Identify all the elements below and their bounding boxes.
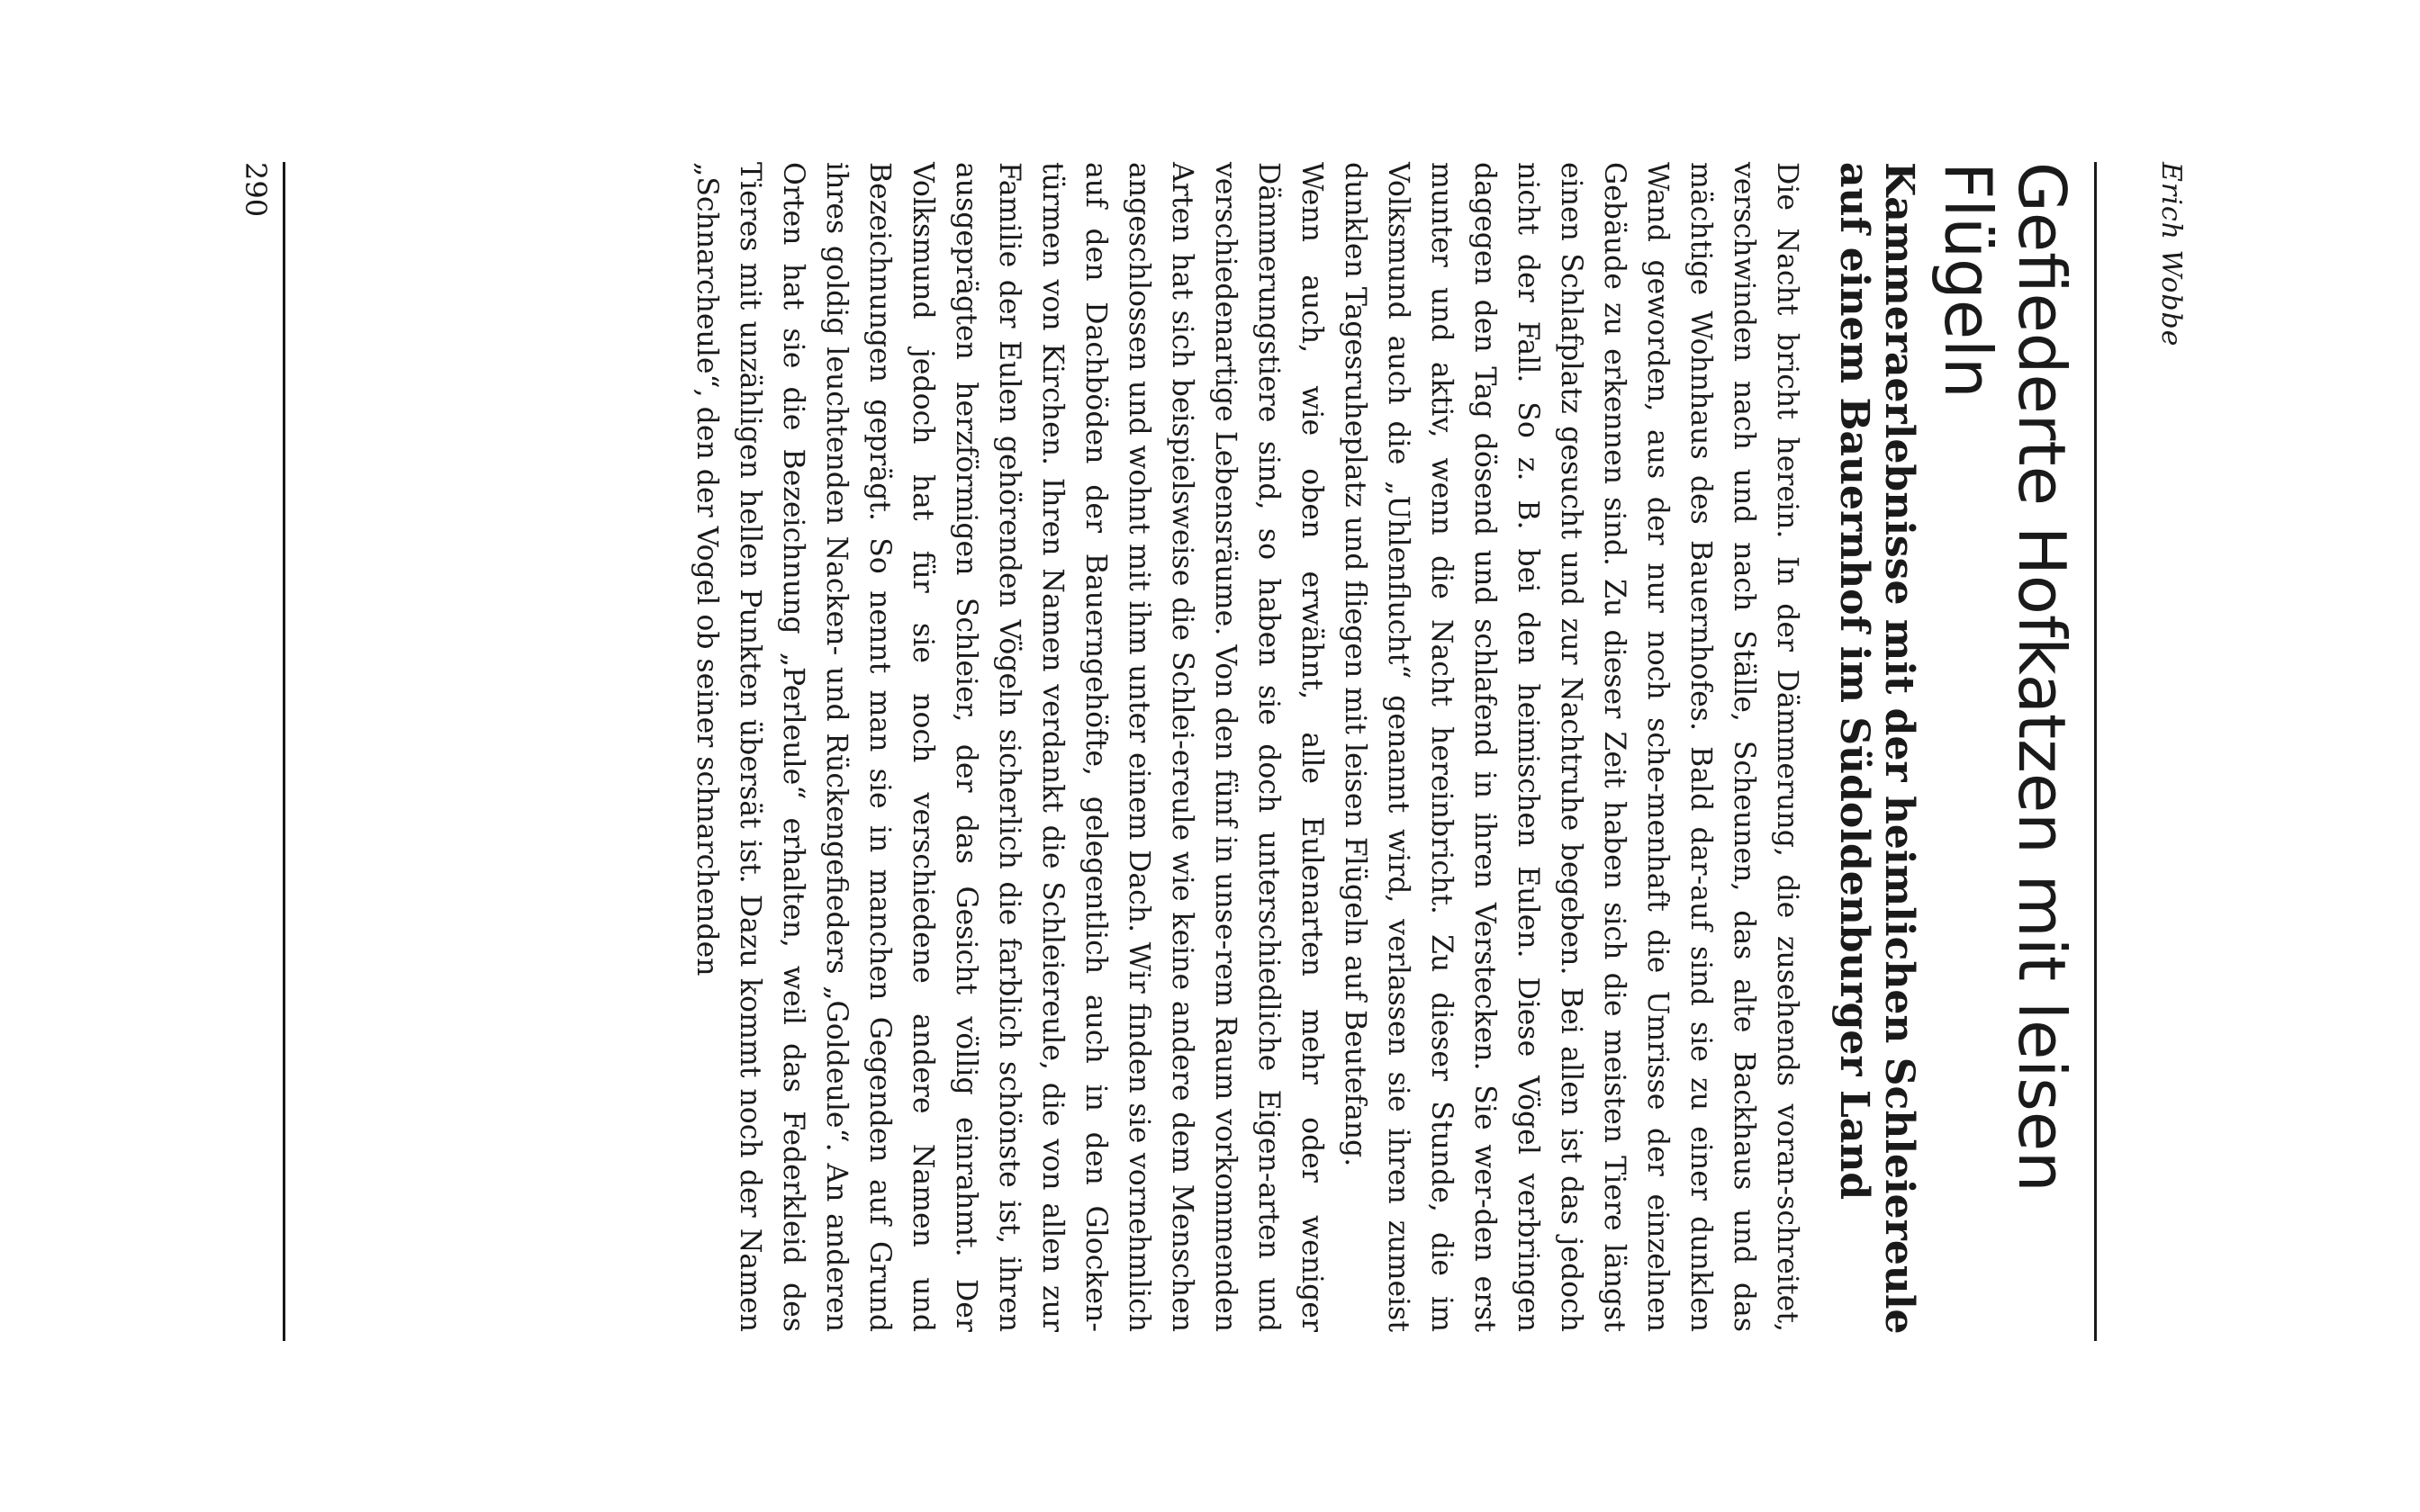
article-headline: Gefiederte Hofkatzen mit leisen Flügeln xyxy=(1930,162,2080,1192)
author-name: Erich Wobbe xyxy=(2155,162,2187,347)
body-paragraph-2: Wenn auch, wie oben erwähnt, alle Eulenarten mehr oder weniger Dämmerungstiere sind, so haben sie doch unterschiedliche Eigen-arten und verschiedenartige Lebensräume. Von den fünf in unse-rem Raum vorkommenden Arten hat sich beispielsweise die Schlei-ereule wie keine andere dem Menschen angeschlossen und wohnt mit ihm unter einem Dach. Wir finden sie vornehmlich auf den Dachböden der Bauerngehöfte, gelegentlich auch in den Glocken-türmen von Kirchen. Ihren Namen verdankt die Schleiereule, die von allen zur Familie der Eulen gehörenden Vögeln sicherlich die farblich schönste ist, ihren ausgeprägten herzförmigen Schleier, der das Gesicht völlig einrahmt. Der Volksmund jedoch hat für sie noch verschiedene andere Namen und Bezeichnungen geprägt. So nennt man sie in manchen Gegenden auf Grund ihres goldig leuchtenden Nacken- und Rückengefieders „Goldeule“. An anderen Orten hat sie die Bezeichnung „Perleule“ erhalten, weil das Federkleid des Tieres mit unzähligen hellen Punkten übersät ist. Dazu kommt noch der Namen „Schnarcheule“, den der Vogel ob seiner schnarchenden xyxy=(691,162,1328,1332)
article-subtitle: Kammeraerlebnisse mit der heimlichen Schleiereule auf einem Bauernhof im Südoldenburger Land xyxy=(1831,162,1922,1335)
book-page xyxy=(161,99,2259,1413)
footer-rule xyxy=(283,162,285,1341)
page-number: 290 xyxy=(239,162,273,218)
body-paragraph-1: Die Nacht bricht herein. In der Dämmerung, die zusehends voran-schreitet, verschwinden nach und nach Ställe, Scheunen, das alte Backhaus und das mächtige Wohnhaus des Bauernhofes. Bald dar-auf sind sie zu einer dunklen Wand geworden, aus der nur noch sche-menhaft die Umrisse der einzelnen Gebäude zu erkennen sind. Zu dieser Zeit haben sich die meisten Tiere längst einen Schlafplatz gesucht und zur Nachtruhe begeben. Bei allen ist das jedoch nicht der Fall. So z. B. bei den heimischen Eulen. Diese Vögel verbringen dagegen den Tag dösend und schlafend in ihren Verstecken. Sie wer-den erst munter und aktiv, wenn die Nacht hereinbricht. Zu dieser Stunde, die im Volksmund auch die „Uhlenflucht“ genannt wird, verlassen sie ihren zumeist dunklen Tagesruheplatz und fliegen mit leisen Flügeln auf Beutefang. xyxy=(1339,162,1803,1332)
header-rule xyxy=(2094,162,2097,1341)
article-body xyxy=(685,162,1809,1332)
